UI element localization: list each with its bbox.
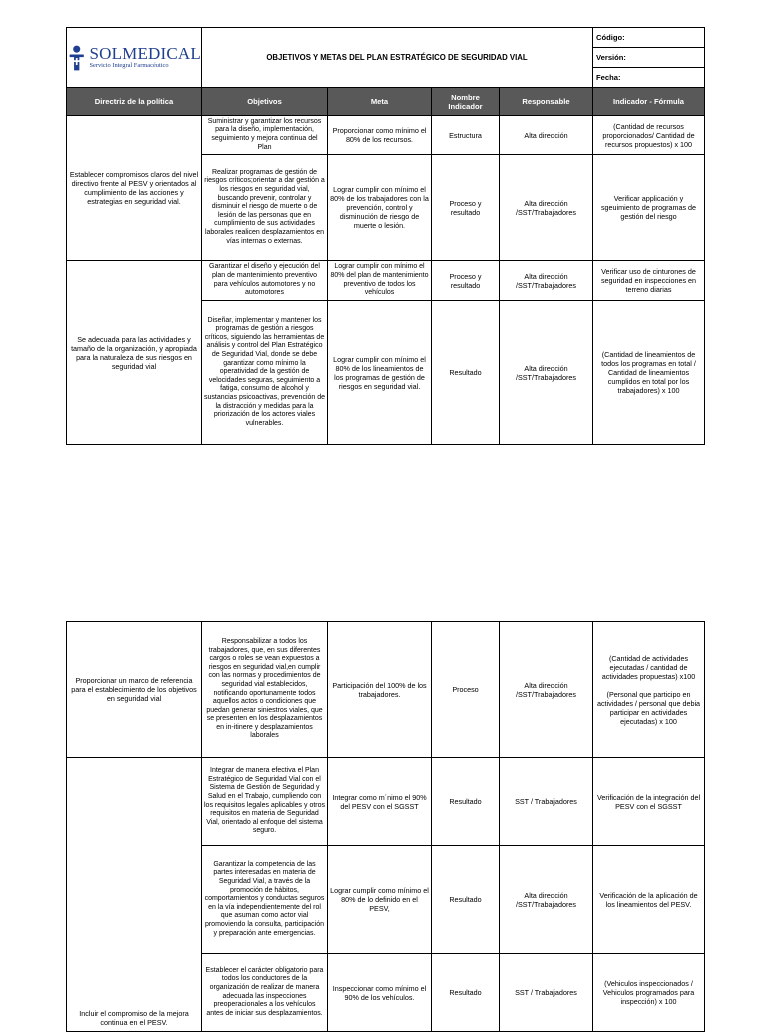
meta-cell: Participación del 100% de los trabajadores. — [328, 622, 432, 758]
meta-cell: Lograr cumplir con mínimo el 80% del plan de mantenimiento preventivo de todos los vehículos — [328, 261, 432, 301]
nombre-indicador-cell: Proceso — [432, 622, 500, 758]
directriz-cell: Proporcionar un marco de referencia para el establecimiento de los objetivos en seguridad vial — [67, 622, 202, 758]
logo-cell — [67, 28, 202, 88]
formula-line-1: (Cantidad de actividades ejecutadas / cantidad de actividades propuestas) x100 — [601, 653, 696, 681]
responsable-cell: Alta dirección — [500, 116, 593, 155]
objetivo-cell: Integrar de manera efectiva el Plan Estratégico de Seguridad Vial con el Sistema de Gestión de Seguridad y Salud en el Trabajo, cumpliendo con los requisitos legales aplicables y otros requisitos en materia de Seguridad Vial, orientado al enfoque del sistema seguro. — [202, 758, 328, 846]
col-header-meta: Meta — [328, 88, 432, 116]
nombre-indicador-cell: Estructura — [432, 116, 500, 155]
table-row — [67, 758, 705, 846]
objetivo-cell: Realizar programas de gestión de riesgos críticos;orientar a dar gestión a los riesgos en seguridad vial, buscando prevenir, controlar y disminuir el riesgo de muerte o de lesión de las personas que en cumplimiento de sus actividades laborales realicen desplazamientos en vías internas o externas. — [202, 155, 328, 261]
person-cross-icon — [67, 43, 86, 73]
col-header-nombre-indicador: Nombre Indicador — [432, 88, 500, 116]
formula-cell: Verificar applicación y sgeuimiento de programas de gestión del riesgo — [593, 155, 705, 261]
logo-subtitle: Servicio Integral Farmacéutico — [89, 62, 169, 69]
solmedical-logo — [67, 43, 201, 73]
table-row — [67, 116, 705, 155]
directriz-cell: Se adecuada para las actividades y tamaño de la organización, y apropiada para la naturaleza de sus riesgos en seguridad vial — [67, 261, 202, 445]
formula-cell: (Vehiculos inspeccionados / Vehiculos programados para inspección) x 100 — [593, 954, 705, 1032]
nombre-indicador-cell: Resultado — [432, 954, 500, 1032]
directriz-cell: Establecer compromisos claros del nivel directivo frente al PESV y orientados al cumplimiento de las acciones y estrategias en seguridad vial. — [67, 116, 202, 261]
col-header-formula: Indicador - Fórmula — [593, 88, 705, 116]
fecha-field: Fecha: — [593, 68, 705, 88]
responsable-cell: Alta dirección /SST/Trabajadores — [500, 301, 593, 445]
meta-cell: Lograr cumplir con mínimo el 80% de los trabajadores con la prevención, control y disminución de riesgo de muerte o lesión. — [328, 155, 432, 261]
meta-cell: Lograr cumplir con mínimo el 80% de los lineamientos de los programas de gestión de riesgos en seguridad vial. — [328, 301, 432, 445]
responsable-cell: Alta dirección /SST/Trabajadores — [500, 846, 593, 954]
objetivo-cell: Suministrar y garantizar los recursos para la diseño, implementación, seguimiento y mejora continua del Plan — [202, 116, 328, 155]
table-row — [67, 622, 705, 758]
table-row — [67, 261, 705, 301]
formula-line-2: (Personal que participo en actividades / personal que debia participar en actividades ejecutadas) x 100 — [596, 689, 701, 726]
formula-cell: Verificación de la integración del PESV con el SGSST — [593, 758, 705, 846]
objetivo-cell: Garantizar el diseño y ejecución del plan de mantenimiento preventivo para vehículos automotores y no automotores — [202, 261, 328, 301]
formula-cell: Verificar uso de cinturones de seguridad en inspecciones en terreno diarias — [593, 261, 705, 301]
col-header-objetivos: Objetivos — [202, 88, 328, 116]
objectives-table-page1 — [66, 27, 705, 445]
objetivo-cell: Responsabilizar a todos los trabajadores, que, en sus diferentes cargos o roles se vean expuestos a riesgos en seguridad vial,en cumplir con las normas y procedimientos de seguridad vial establecidos, notificando oportunamente todos aquellos actos o condiciones que puedan generar siniestros viales, que se presenten en los desplazamientos en in-itinere y desplazamientos laborales — [202, 622, 328, 758]
responsable-cell: Alta dirección /SST/Trabajadores — [500, 261, 593, 301]
logo-name: SOLMEDICAL — [89, 44, 201, 63]
col-header-directriz: Directriz de la política — [67, 88, 202, 116]
meta-cell: Inspeccionar como mínimo el 90% de los vehículos. — [328, 954, 432, 1032]
nombre-indicador-cell: Resultado — [432, 846, 500, 954]
col-header-responsable: Responsable — [500, 88, 593, 116]
formula-cell: Verificación de la aplicación de los lineamientos del PESV. — [593, 846, 705, 954]
meta-cell: Proporcionar como mínimo el 80% de los recursos. — [328, 116, 432, 155]
objetivo-cell: Diseñar, implementar y mantener los programas de gestión a riesgos críticos, siguiendo las herramientas de análisis y control del Plan Estratégico de Seguridad Vial, donde se debe garantizar como mínimo la operatividad de la gestión de velocidades seguras, seguimiento a fatiga, consumo de alcohol y sustancias psicoactivas, prevención de la distracción y medidas para la priorización de los actores viales vulnerables. — [202, 301, 328, 445]
formula-cell — [593, 622, 705, 758]
nombre-indicador-cell: Resultado — [432, 301, 500, 445]
directriz-cell: Incluir el compromiso de la mejora continua en el PESV. — [67, 758, 202, 1032]
responsable-cell: Alta dirección /SST/Trabajadores — [500, 155, 593, 261]
meta-cell: Integrar como m´nimo el 90% del PESV con el SGSST — [328, 758, 432, 846]
nombre-indicador-cell: Proceso y resultado — [432, 155, 500, 261]
responsable-cell: Alta dirección /SST/Trabajadores — [500, 622, 593, 758]
nombre-indicador-cell: Proceso y resultado — [432, 261, 500, 301]
document-title: OBJETIVOS Y METAS DEL PLAN ESTRATÉGICO DE SEGURIDAD VIAL — [202, 28, 593, 88]
version-field: Versión: — [593, 48, 705, 68]
meta-cell: Lograr cumplir como mínimo el 80% de lo definido en el PESV, — [328, 846, 432, 954]
nombre-indicador-cell: Resultado — [432, 758, 500, 846]
formula-cell: (Cantidad de lineamientos de todos los programas en total / Cantidad de lineamientos cumplidos en total por los trabajadores) x 100 — [593, 301, 705, 445]
formula-cell: (Cantidad de recursos proporcionados/ Cantidad de recursos propuestos) x 100 — [593, 116, 705, 155]
codigo-field: Código: — [593, 28, 705, 48]
responsable-cell: SST / Trabajadores — [500, 954, 593, 1032]
objectives-table-page2 — [66, 621, 705, 1032]
responsable-cell: SST / Trabajadores — [500, 758, 593, 846]
objetivo-cell: Garantizar la competencia de las partes interesadas en materia de Seguridad Vial, a través de la promoción de hábitos, comportamientos y conductas seguros en la vía independientemente del rol que asuman como actor vial promoviendo la consulta, participación y preparación ante emergencias. — [202, 846, 328, 954]
objetivo-cell: Establecer el carácter obligatorio para todos los conductores de la organización de realizar de manera adecuada las inspecciones preoperacionales a los vehículos antes de iniciar sus desplazamientos. — [202, 954, 328, 1032]
